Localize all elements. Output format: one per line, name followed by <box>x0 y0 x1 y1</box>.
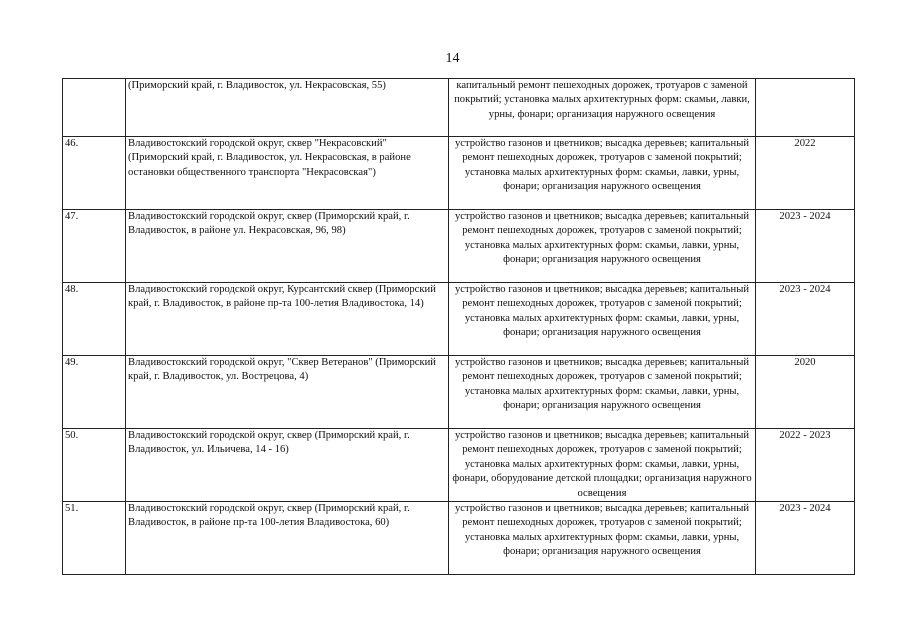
row-years: 2022 - 2023 <box>756 429 855 502</box>
row-works: устройство газонов и цветников; высадка деревьев; капитальный ремонт пешеходных дорожек, тротуаров с заменой покрытий; установка малых архитектурных форм: скамьи, лавки, урны, фонари, оборудование детской площадки; организация наружного освещения <box>449 429 756 502</box>
row-number <box>63 79 126 137</box>
row-years <box>756 79 855 137</box>
table-row <box>63 356 855 429</box>
table-row <box>63 283 855 356</box>
row-location: Владивостокский городской округ, сквер (Приморский край, г. Владивосток, ул. Ильичева, 14 - 16) <box>126 429 449 502</box>
table-row <box>63 137 855 210</box>
row-location: Владивостокский городской округ, "Сквер Ветеранов" (Приморский край, г. Владивосток, ул. Вострецова, 4) <box>126 356 449 429</box>
row-number: 46. <box>63 137 126 210</box>
row-years: 2020 <box>756 356 855 429</box>
table-row <box>63 210 855 283</box>
projects-table <box>62 78 855 575</box>
row-location: (Приморский край, г. Владивосток, ул. Некрасовская, 55) <box>126 79 449 137</box>
row-number: 51. <box>63 502 126 575</box>
row-number: 50. <box>63 429 126 502</box>
table-row <box>63 429 855 502</box>
row-works: капитальный ремонт пешеходных дорожек, тротуаров с заменой покрытий; установка малых архитектурных форм: скамьи, лавки, урны, фонари; организация наружного освещения <box>449 79 756 137</box>
table-row <box>63 502 855 575</box>
row-works: устройство газонов и цветников; высадка деревьев; капитальный ремонт пешеходных дорожек, тротуаров с заменой покрытий; установка малых архитектурных форм: скамьи, лавки, урны, фонари; организация наружного освещения <box>449 210 756 283</box>
row-location: Владивостокский городской округ, сквер (Приморский край, г. Владивосток, в районе ул. Некрасовская, 96, 98) <box>126 210 449 283</box>
row-works: устройство газонов и цветников; высадка деревьев; капитальный ремонт пешеходных дорожек, тротуаров с заменой покрытий; установка малых архитектурных форм: скамьи, лавки, урны, фонари; организация наружного освещения <box>449 356 756 429</box>
row-years: 2023 - 2024 <box>756 210 855 283</box>
row-years: 2023 - 2024 <box>756 502 855 575</box>
row-works: устройство газонов и цветников; высадка деревьев; капитальный ремонт пешеходных дорожек, тротуаров с заменой покрытий; установка малых архитектурных форм: скамьи, лавки, урны, фонари; организация наружного освещения <box>449 502 756 575</box>
row-works: устройство газонов и цветников; высадка деревьев; капитальный ремонт пешеходных дорожек, тротуаров с заменой покрытий; установка малых архитектурных форм: скамьи, лавки, урны, фонари; организация наружного освещения <box>449 283 756 356</box>
row-location: Владивостокский городской округ, Курсантский сквер (Приморский край, г. Владивосток, в районе пр-та 100-летия Владивостока, 14) <box>126 283 449 356</box>
table-row <box>63 79 855 137</box>
row-years: 2022 <box>756 137 855 210</box>
row-years: 2023 - 2024 <box>756 283 855 356</box>
page-number: 14 <box>445 51 460 66</box>
row-number: 47. <box>63 210 126 283</box>
row-number: 49. <box>63 356 126 429</box>
row-location: Владивостокский городской округ, сквер (Приморский край, г. Владивосток, в районе пр-та 100-летия Владивостока, 60) <box>126 502 449 575</box>
row-number: 48. <box>63 283 126 356</box>
row-works: устройство газонов и цветников; высадка деревьев; капитальный ремонт пешеходных дорожек, тротуаров с заменой покрытий; установка малых архитектурных форм: скамьи, лавки, урны, фонари; организация наружного освещения <box>449 137 756 210</box>
row-location: Владивостокский городской округ, сквер "Некрасовский" (Приморский край, г. Владивосток, ул. Некрасовская, в районе остановки общественного транспорта "Некрасовская") <box>126 137 449 210</box>
